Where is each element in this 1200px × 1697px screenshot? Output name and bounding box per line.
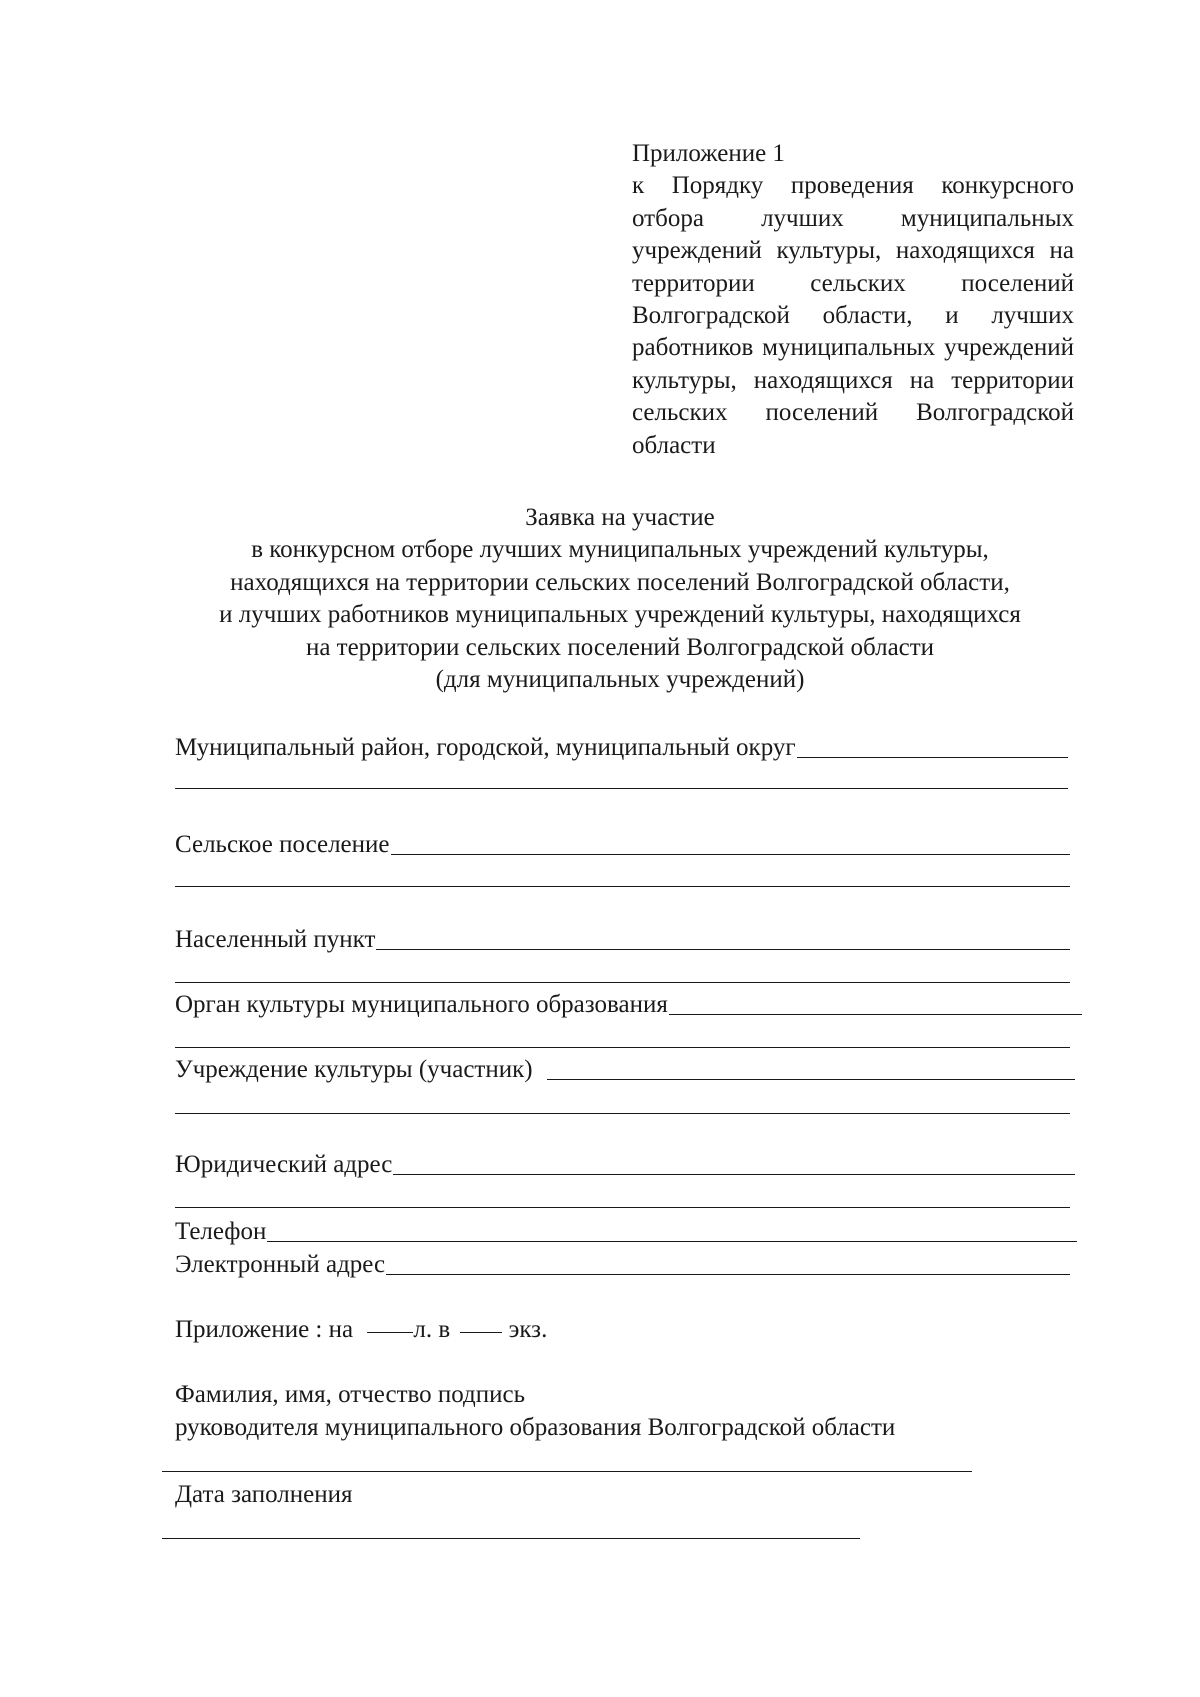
locality-continuation-line[interactable]: [175, 982, 1070, 983]
rural-settlement-continuation-line[interactable]: [175, 886, 1070, 887]
appendix-body: к Порядку проведения конкурсного отбора лучших муниципальных учреждений культуры, находящихся на территории сельских поселений Волгоградской области, и лучших работников муниципальных учреждений культуры, находящихся на территории сельских поселений Волгоградской области: [632, 172, 1074, 459]
date-input-line[interactable]: [162, 1538, 860, 1539]
legal-address-input-line[interactable]: [393, 1174, 1075, 1175]
culture-authority-field: [175, 990, 1082, 1020]
legal-address-label: Юридический адрес: [175, 1151, 393, 1178]
culture-authority-input-line[interactable]: [669, 1014, 1082, 1015]
attachment-sheets-input-line[interactable]: [367, 1332, 413, 1333]
locality-label: Населенный пункт: [175, 926, 376, 953]
heading-line: Заявка на участие: [525, 504, 715, 531]
heading-line: и лучших работников муниципальных учреждений культуры, находящихся: [219, 601, 1021, 629]
heading-line: в конкурсном отборе лучших муниципальных учреждений культуры,: [251, 536, 989, 564]
district-field: [175, 733, 1068, 763]
district-continuation-line[interactable]: [175, 788, 1068, 789]
legal-address-field: [175, 1150, 1075, 1180]
locality-input-line[interactable]: [376, 949, 1070, 950]
culture-authority-continuation-line[interactable]: [175, 1047, 1070, 1048]
email-input-line[interactable]: [386, 1274, 1070, 1275]
heading-line: на территории сельских поселений Волгоградской области: [305, 633, 935, 661]
district-input-line[interactable]: [797, 757, 1068, 758]
phone-field: [175, 1217, 1077, 1247]
email-field: [175, 1250, 1070, 1280]
appendix-title: Приложение 1: [632, 140, 785, 167]
district-label: Муниципальный район, городской, муниципальный округ: [175, 734, 796, 761]
signature-label-line2: руководителя муниципального образования Волгоградской области: [175, 1414, 896, 1441]
email-label: Электронный адрес: [175, 1251, 386, 1278]
institution-label: Учреждение культуры (участник): [175, 1056, 533, 1083]
phone-input-line[interactable]: [267, 1241, 1077, 1242]
rural-settlement-label: Сельское поселение: [175, 831, 390, 858]
legal-address-continuation-line[interactable]: [175, 1207, 1070, 1208]
culture-authority-label: Орган культуры муниципального образования: [175, 991, 668, 1018]
attachment-copies-unit: экз.: [508, 1316, 548, 1343]
appendix-reference: [632, 138, 1074, 462]
institution-continuation-line[interactable]: [175, 1113, 1070, 1114]
heading-line: (для муниципальных учреждений): [435, 666, 805, 694]
locality-field: [175, 925, 1070, 955]
attachment-prefix: Приложение : на: [175, 1316, 354, 1343]
attachment-copies-input-line[interactable]: [460, 1332, 502, 1333]
rural-settlement-input-line[interactable]: [391, 854, 1070, 855]
signature-label-line1: Фамилия, имя, отчество подпись: [175, 1381, 526, 1408]
rural-settlement-field: [175, 830, 1070, 860]
application-heading: [100, 502, 1140, 696]
heading-line: находящихся на территории сельских поселений Волгоградской области,: [230, 568, 1010, 596]
date-label: Дата заполнения: [175, 1481, 353, 1508]
phone-label: Телефон: [175, 1218, 267, 1245]
signature-input-line[interactable]: [162, 1471, 972, 1472]
institution-input-line[interactable]: [547, 1079, 1075, 1080]
institution-field: [175, 1055, 1075, 1085]
attachment-line: [175, 1315, 547, 1345]
attachment-sheets-unit: л. в: [413, 1316, 451, 1343]
